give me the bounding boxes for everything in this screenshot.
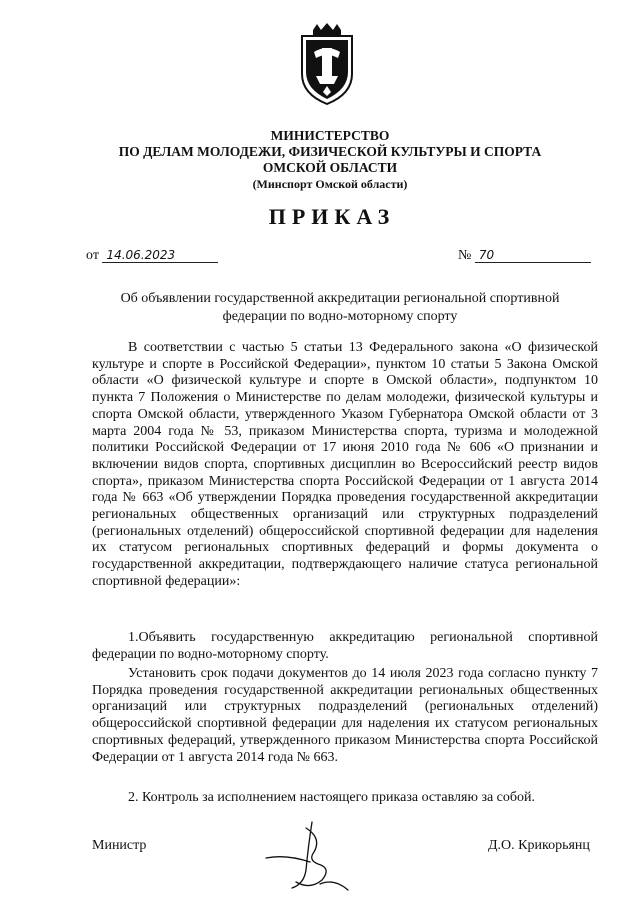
clause-2-paragraph: 2. Контроль за исполнением настоящего приказа оставляю за собой. (128, 790, 536, 805)
ministry-short-name: (Минспорт Омской области) (252, 177, 408, 191)
date-value: 14.06.2023 (102, 248, 218, 263)
clause-1-paragraph: 1.Объявить государственную аккредитацию региональной спортивной федерации по водно-моторному спорту. (92, 630, 598, 662)
date-label: от (86, 248, 99, 263)
number-label: № (458, 248, 472, 263)
ministry-name-line3: ОМСКОЙ ОБЛАСТИ (262, 160, 398, 175)
coat-of-arms-icon (296, 22, 358, 106)
signatory-position: Министр (92, 838, 147, 853)
preamble-paragraph: В соответствии с частью 5 статьи 13 Федерального закона «О физической культуре и спорте в Российской Федерации», пунктом 10 статьи 5 Закона Омской области «О физической культуре и спорте в Омской области», подпунктом 10 пункта 7 Положения о Министерстве по делам молодежи, физической культуры и спорта Омской области, утвержденного Указом Губернатора Омской области от 3 марта 2004 года № 53, приказом Министерства спорта, туризма и молодежной политики Российской Федерации от 17 июня 2010 года № 606 «О признании и включении видов спорта, спортивных дисциплин во Всероссийский реестр видов спорта», приказом Министерства спорта Российской Федерации от 1 августа 2014 года № 663 «Об утверждении Порядка проведения государственной аккредитации региональных общественных организаций или структурных подразделений (региональных отделений) общероссийской спортивной федерации для наделения их статусом региональных спортивных федераций и формы документа о государственной аккредитации, подтверждающего наличие статуса региональной спортивной федерации»: (92, 340, 598, 589)
ministry-name-line1: МИНИСТЕРСТВО (270, 128, 390, 143)
ministry-name-line2: ПО ДЕЛАМ МОЛОДЕЖИ, ФИЗИЧЕСКОЙ КУЛЬТУРЫ И СПОРТА (118, 144, 542, 159)
number-value: 70 (475, 248, 591, 263)
deadline-paragraph: Установить срок подачи документов до 14 июля 2023 года согласно пункту 7 Порядка проведения государственной аккредитации региональных общественных организаций или структурных подразделений (региональных отделений) общероссийской спортивной федерации для наделения их статусом региональных спортивных федераций, утвержденного приказом Министерства спорта Российской Федерации от 1 августа 2014 года № 663. (92, 666, 598, 765)
handwritten-signature (262, 818, 352, 896)
order-number (458, 248, 591, 264)
document-title: ПРИКАЗ (268, 204, 396, 229)
order-subject: Об объявлении государственной аккредитации региональной спортивной федерации по водно-моторному спорту (120, 291, 560, 324)
signatory-name: Д.О. Крикорьянц (488, 838, 590, 853)
order-date (86, 248, 218, 264)
ministry-header (0, 128, 640, 192)
